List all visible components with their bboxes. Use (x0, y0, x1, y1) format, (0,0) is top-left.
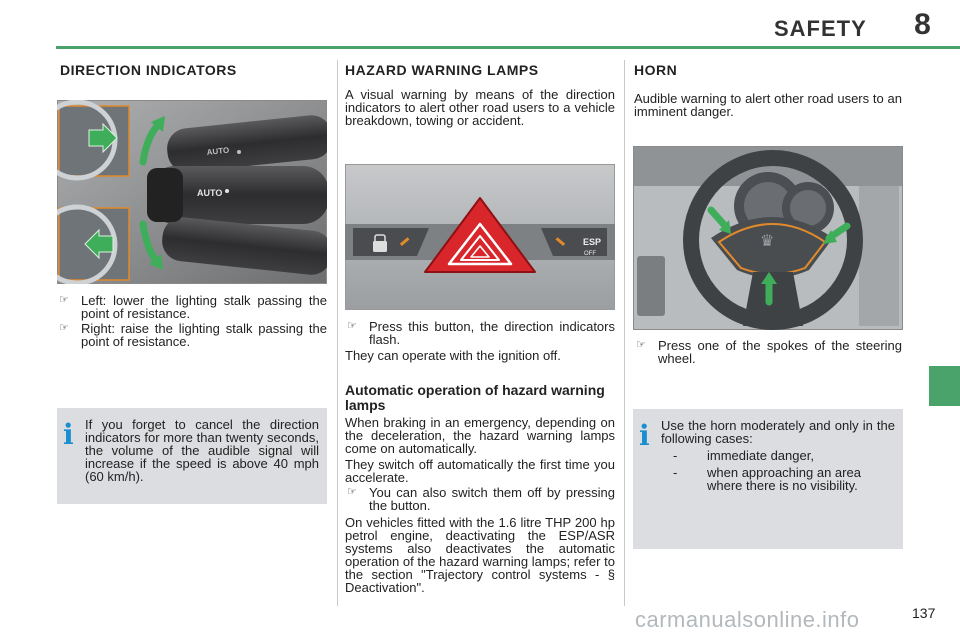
automatic-operation-heading: Automatic operation of hazard warning lamps (345, 382, 605, 413)
esp-off-label: OFF (584, 251, 596, 257)
list-item-text: immediate danger, (707, 448, 814, 463)
chapter-number: 8 (914, 8, 931, 41)
watermark: carmanualsonline.info (635, 607, 860, 632)
column-divider (624, 60, 625, 606)
pointing-hand-icon: ☞ (347, 486, 357, 498)
column-divider (337, 60, 338, 606)
pointing-hand-icon: ☞ (347, 320, 357, 332)
list-item (345, 320, 615, 346)
bullet-text: Press this button, the direction indicators flash. (369, 319, 615, 347)
info-content (661, 419, 895, 492)
info-icon: i (639, 419, 650, 452)
bullet-text: Right: raise the lighting stalk passing the point of resistance. (81, 321, 327, 349)
hazard-warning-heading: HAZARD WARNING LAMPS (345, 62, 539, 78)
list-item (57, 322, 327, 348)
list-item (57, 294, 327, 320)
horn-heading: HORN (634, 62, 678, 78)
list-item: - immediate danger, (673, 448, 814, 463)
page-number: 137 (912, 605, 936, 621)
stalk-auto-label: AUTO (206, 145, 230, 157)
hazard-button-illustration (345, 164, 615, 310)
info-box (633, 409, 903, 549)
bullet-text: Press one of the spokes of the steering wheel. (658, 338, 902, 366)
stalk-auto-label: AUTO (197, 188, 223, 198)
bullet-text: You can also switch them off by pressing the button. (369, 485, 615, 513)
info-icon: i (63, 418, 74, 451)
auto-paragraph-2: They switch off automatically the first time you accelerate. (345, 457, 615, 485)
pointing-hand-icon: ☞ (59, 294, 69, 306)
ignition-note: They can operate with the ignition off. (345, 348, 561, 363)
esp-label: ESP (583, 237, 602, 247)
list-item-text: when approaching an area where there is no visibility. (707, 465, 861, 493)
list-item (345, 486, 615, 512)
auto-paragraph-3: On vehicles fitted with the 1.6 litre THP 200 hp petrol engine, deactivating the ESP/ASR systems also deactivates the automatic operation of the hazard warning lamps; refer to the section "Trajectory control systems - § Deactivation". (345, 515, 615, 595)
auto-paragraph-1: When braking in an emergency, depending on the deceleration, the hazard warning lamps come on automatically. (345, 415, 615, 456)
bullet-text: Left: lower the lighting stalk passing the point of resistance. (81, 293, 327, 321)
section-title: SAFETY (774, 16, 867, 41)
header-rule (56, 46, 960, 49)
direction-indicators-heading: DIRECTION INDICATORS (60, 62, 237, 78)
info-box (57, 408, 327, 504)
hazard-intro: A visual warning by means of the direction indicators to alert other road users to a vehicle breakdown, towing or accident. (345, 87, 615, 128)
lighting-stalk-illustration (57, 100, 327, 284)
chapter-tab-marker (929, 366, 960, 406)
info-text: If you forget to cancel the direction indicators for more than twenty seconds, the volume of the audible signal will increase if the speed is above 40 mph (60 km/h). (85, 417, 319, 484)
pointing-hand-icon: ☞ (636, 339, 646, 351)
list-item: - when approaching an area where there is no visibility. (673, 465, 861, 493)
horn-intro: Audible warning to alert other road users to an imminent danger. (634, 91, 902, 119)
list-item (634, 339, 902, 365)
pointing-hand-icon: ☞ (59, 322, 69, 334)
svg-text:♛: ♛ (760, 231, 775, 250)
info-text: Use the horn moderately and only in the following cases: (661, 418, 895, 446)
steering-wheel-illustration (633, 146, 903, 330)
